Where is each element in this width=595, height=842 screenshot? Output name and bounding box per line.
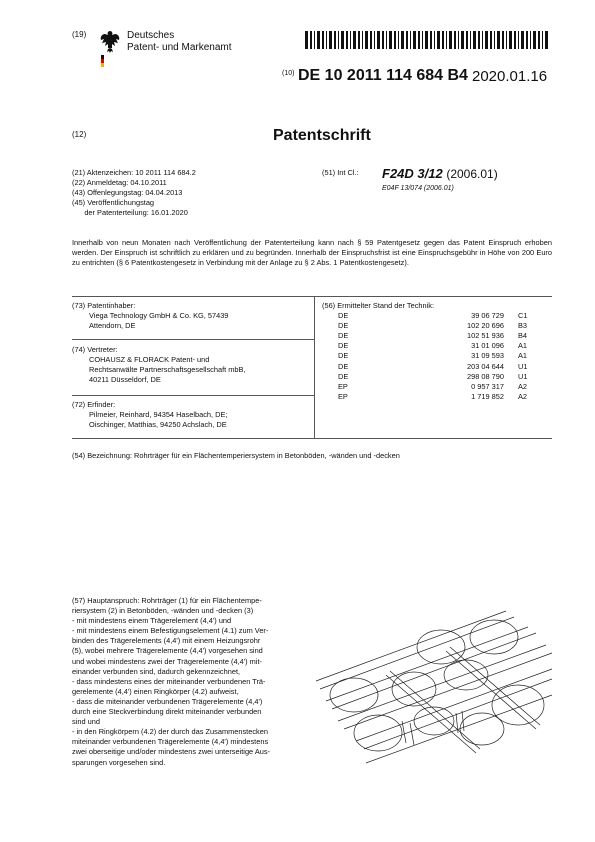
barcode-bar [370,31,372,49]
inventor-1: Pilmeier, Reinhard, 94354 Haselbach, DE; [89,410,228,420]
intcl-main: F24D 3/12 [382,166,443,181]
barcode-bar [346,31,348,49]
pipe-line [356,669,552,741]
main-claim [72,596,308,768]
barcode-bar [317,31,320,49]
barcode-bar [434,31,435,49]
claim-line: sind und [72,717,100,727]
ref-kind: U1 [518,361,528,371]
claim-line: - dass mindestens eines der miteinander verbundenen Trä- [72,676,266,686]
barcode-bar [485,31,488,49]
owner-line1: Viega Technology GmbH & Co. KG, 57439 [89,311,229,321]
ref-country: DE [338,321,349,331]
claim-line: zwei oberseitige und/oder mindestens zwei unterseitige Aus- [72,747,271,757]
intcl-secondary: E04F 13/074 (2006.01) [382,185,454,192]
claim-line: einander verbunden sind, dadurch gekennzeichnet, [72,666,241,676]
barcode-bar [362,31,363,49]
prior-art-row [338,321,544,331]
publication-date: 2020.01.16 [472,68,548,85]
ref-country: DE [338,361,349,371]
prior-art-label: (56) Ermittelter Stand der Technik: [322,301,435,310]
publication-number: DE 10 2011 114 684 B4 [298,67,468,84]
barcode-bar [449,31,452,49]
grant-date: der Patenterteilung: 16.01.2020 [72,208,188,218]
barcode-bar [458,31,459,49]
ref-number: 0 957 317 [471,381,504,391]
ref-number: 102 51 936 [467,331,504,341]
barcode-bar [314,31,315,49]
barcode-bar [437,31,440,49]
prior-art-row [338,362,544,372]
ref-country: EP [338,381,348,391]
barcode-bar [418,31,420,49]
barcode [305,31,552,49]
claim-line: riersystem (2) in Betonböden, -wänden und -decken (3) [72,606,254,616]
divider-vertical [314,296,315,438]
claim-line: (57) Hauptanspruch: Rohrträger (1) für ein Flächentempe- [72,596,262,605]
application-number: (21) Aktenzeichen: 10 2011 114 684.2 [72,168,196,177]
claim-line: - mit mindestens einem Befestigungselement (4.1) zum Ver- [72,626,269,636]
barcode-bar [401,31,404,49]
claim-line: - in den Ringkörpern (4.2) der durch das Zusammenstecken [72,727,268,737]
claim-line: - mit mindestens einem Trägerelement (4,4') und [72,616,232,626]
barcode-bar [334,31,336,49]
inventors [72,400,307,430]
ring-body [492,685,544,725]
prior-art-row [338,372,544,382]
claim-line: und wobei mindestens zwei der Trägerelemente (4,4') mit- [72,656,262,666]
barcode-bar [382,31,384,49]
ref-kind: A2 [518,391,528,401]
barcode-bar [398,31,399,49]
barcode-bar [506,31,507,49]
inid-10: (10) [282,70,295,77]
intcl-main-year: (2006.01) [446,167,498,181]
ring-body [460,713,504,745]
barcode-bar [341,31,344,49]
barcode-bar [478,31,480,49]
barcode-bar [322,31,324,49]
ref-number: 203 04 644 [467,361,504,371]
ref-number: 102 20 696 [467,321,504,331]
intcl-label: (51) Int Cl.: [322,168,359,177]
barcode-bar [338,31,339,49]
barcode-bar [518,31,519,49]
ref-country: DE [338,371,349,381]
claim-line: gerelemente (4,4') einen Ringkörper (4.2) aufweist, [72,686,239,696]
barcode-bar [446,31,447,49]
divider-bottom [72,438,552,439]
hatch-detail [402,721,414,745]
prior-art-row [338,382,544,392]
barcode-bar [538,31,540,49]
prior-art-table [338,311,544,402]
ref-kind: B3 [518,321,528,331]
invention-title: (54) Bezeichnung: Rohrträger für ein Flächentemperiersystem in Betonböden, -wänden und -decken [72,451,400,460]
barcode-bar [473,31,476,49]
divider-agent [72,395,314,396]
divider-top [72,296,552,297]
agent-line2: Rechtsanwälte Partnerschaftsgesellschaft mbB, [89,365,246,375]
prior-art-row [338,341,544,351]
barcode-bar [545,31,548,49]
pipe-line [366,695,552,763]
barcode-bar [490,31,492,49]
barcode-bar [526,31,528,49]
barcode-bar [542,31,543,49]
barcode-bar [389,31,392,49]
barcode-bar [374,31,375,49]
barcode-bar [422,31,423,49]
barcode-bar [377,31,380,49]
prior-art-row [338,392,544,402]
prior-art-row [338,331,544,341]
opposition-notice: Innerhalb von neun Monaten nach Veröffentlichung der Patenterteilung kann nach § 59 Patentgesetz gegen das Patent Einspruch erhoben werden. Der Einspruch ist schriftlich zu erklären und zu begründen. Innerhalb der Einspruchsfrist ist eine Einspruchsgebühr in Höhe von 200 Euro zu entrichten (§ 6 Patentkostengesetz in Verbindung mit der Anlage zu § 2 Abs. 1 Patentkostengesetz). [72,238,552,268]
inid-19: (19) [72,30,87,39]
document-type: Patentschrift [273,127,371,144]
barcode-bar [466,31,468,49]
barcode-bar [521,31,524,49]
barcode-bar [461,31,464,49]
barcode-bar [365,31,368,49]
office-name-line1: Deutsches [127,30,175,41]
barcode-bar [470,31,471,49]
barcode-bar [533,31,536,49]
barcode-bar [406,31,408,49]
office-name-line2: Patent- und Markenamt [127,42,232,53]
ref-kind: B4 [518,331,528,341]
claim-line: (5), wobei mehrere Trägerelemente (4,4') vorgesehen sind [72,646,263,656]
claim-line: miteinander verbundenen Trägerelemente (4,4') mindestens [72,737,269,747]
barcode-bar [497,31,500,49]
owner-line2: Attendorn, DE [89,321,136,331]
inid-12: (12) [72,130,87,139]
claim-line: - dass die miteinander verbundenen Trägerelemente (4,4') [72,696,263,706]
claim-line: binden des Trägerelements (4,4') mit einem Heizungsrohr [72,636,261,646]
intcl-main-line [382,166,498,181]
publication-grant-label: (45) Veröffentlichungstag [72,198,155,208]
ref-kind: A1 [518,341,528,351]
claim-line: durch eine Steckverbindung direkt miteinander verbunden [72,707,262,717]
barcode-bar [413,31,416,49]
representative [72,345,307,385]
agent-line3: 40211 Düsseldorf, DE [89,375,161,385]
agent-label: (74) Vertreter: [72,345,118,354]
ref-country: DE [338,341,349,351]
barcode-bar [358,31,360,49]
ref-country: DE [338,351,349,361]
ring-body [392,672,436,706]
ref-country: EP [338,391,348,401]
ref-number: 298 08 790 [467,371,504,381]
owner-label: (73) Patentinhaber: [72,301,136,310]
ref-number: 31 09 593 [471,351,504,361]
ref-number: 1 719 852 [471,391,504,401]
ref-number: 31 01 096 [471,341,504,351]
inventor-2: Oischinger, Matthias, 94250 Achslach, DE [89,420,227,430]
ring-body [330,678,378,712]
bibliographic-data [72,168,312,218]
barcode-bar [410,31,411,49]
patent-owner [72,301,307,331]
ref-kind: A1 [518,351,528,361]
ref-country: DE [338,331,349,341]
pipe-line [332,633,536,709]
inventors-label: (72) Erfinder: [72,400,116,409]
ref-kind: A2 [518,381,528,391]
prior-art-row [338,351,544,361]
barcode-bar [430,31,432,49]
barcode-bar [442,31,444,49]
barcode-bar [454,31,456,49]
barcode-bar [305,31,308,49]
filing-date: (22) Anmeldetag: 04.10.2011 [72,178,167,188]
barcode-bar [425,31,428,49]
barcode-bar [494,31,495,49]
pipe-carrier-drawing [306,603,556,768]
divider-owner [72,339,314,340]
office-name [127,30,232,54]
barcode-bar [509,31,512,49]
ring-body [444,660,488,690]
barcode-bar [326,31,327,49]
barcode-bar [394,31,396,49]
agent-line1: COHAUSZ & FLORACK Patent- und [89,355,210,365]
barcode-bar [350,31,351,49]
ref-number: 39 06 729 [471,311,504,321]
barcode-bar [386,31,387,49]
barcode-bar [329,31,332,49]
barcode-bar [530,31,531,49]
prior-art [322,301,550,402]
laid-open-date: (43) Offenlegungstag: 04.04.2013 [72,188,183,198]
ref-kind: U1 [518,371,528,381]
barcode-bar [353,31,356,49]
barcode-bar [502,31,504,49]
carrier-line [390,671,480,749]
pipe-line [326,627,528,701]
barcode-bar [482,31,483,49]
prior-art-row [338,311,544,321]
barcode-bar [514,31,516,49]
claim-line: sparungen vorgesehen sind. [72,757,166,767]
federal-eagle-logo [98,28,122,68]
ref-country: DE [338,311,349,321]
barcode-bar [310,31,312,49]
ref-kind: C1 [518,311,528,321]
